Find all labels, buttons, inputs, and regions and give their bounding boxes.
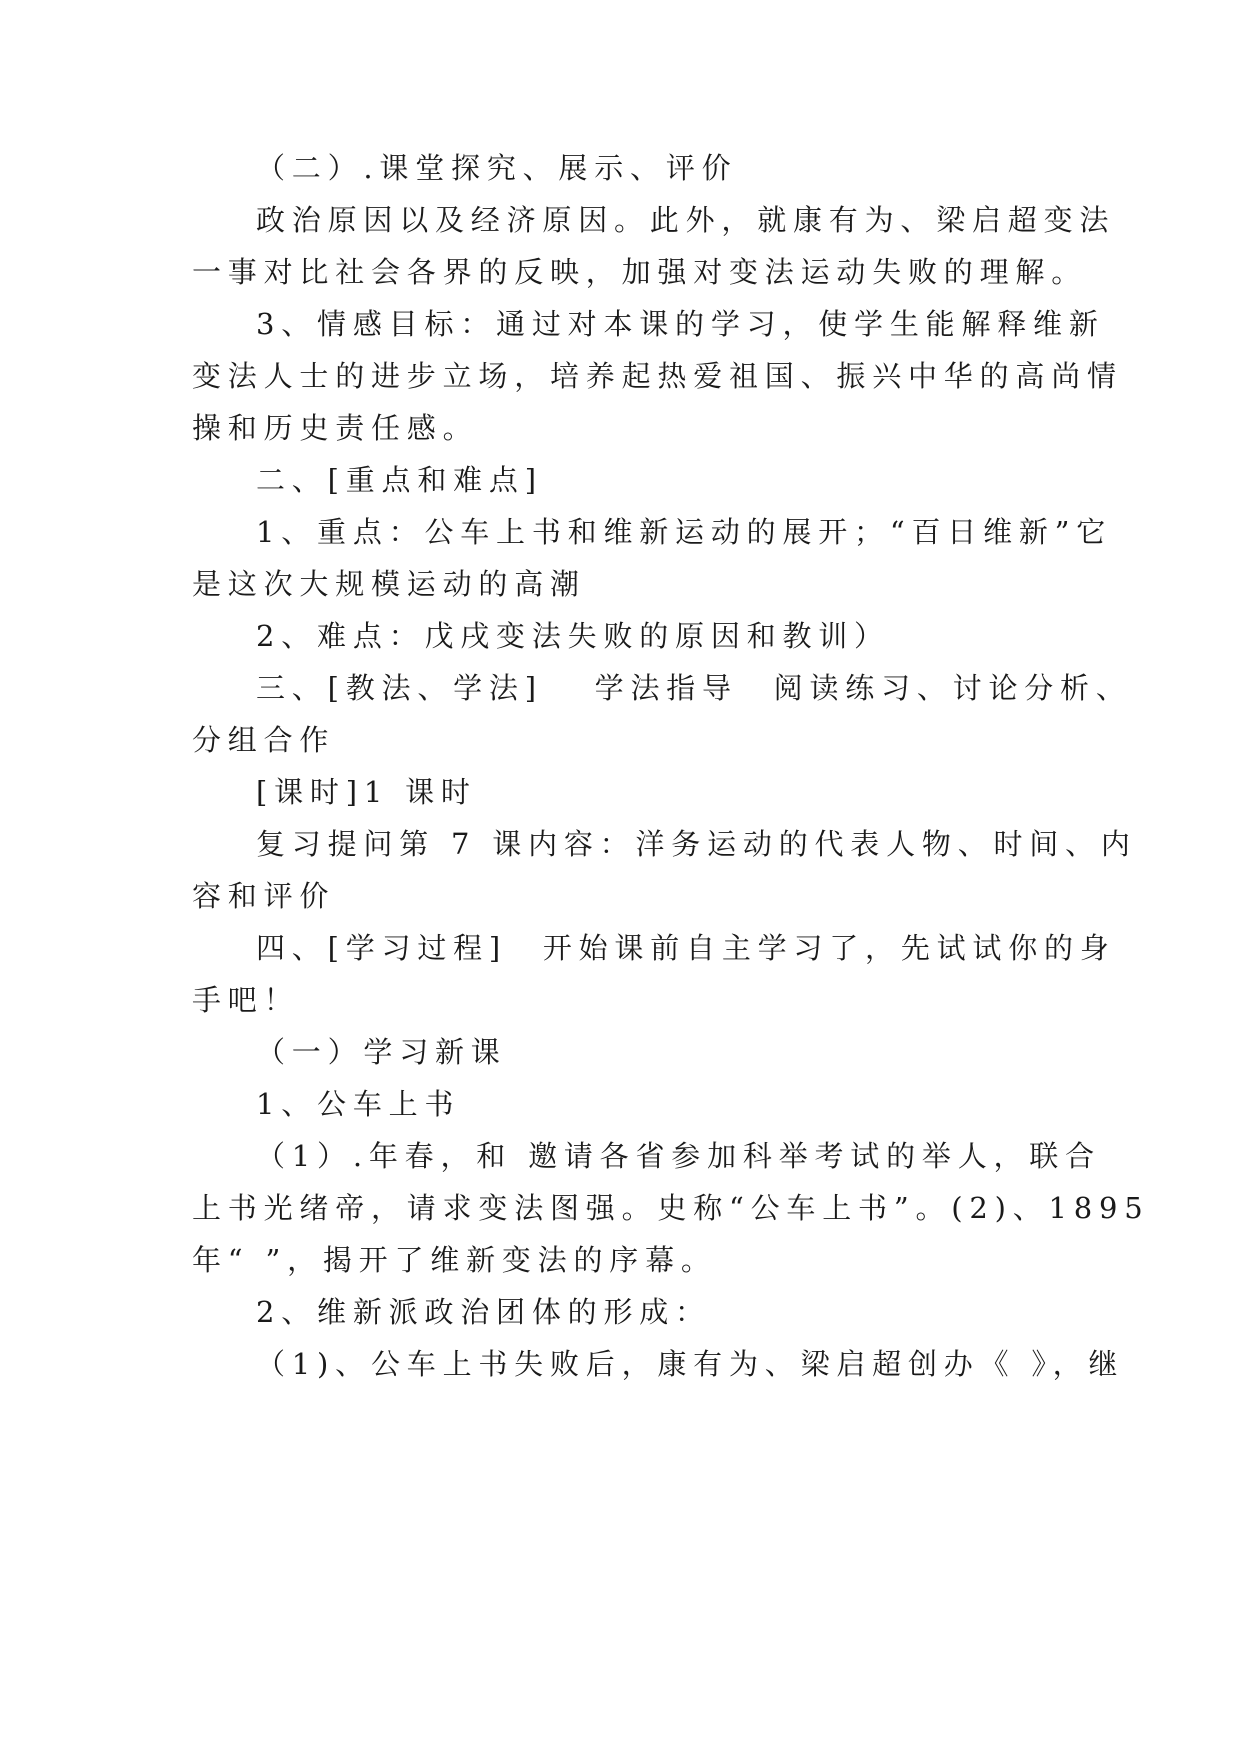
section-heading: 四、[学习过程] 开始课前自主学习了，先试试你的身 [256,931,1116,965]
section-heading: （一）学习新课 [256,1035,507,1069]
section-heading: 三、[教法、学法] 学法指导 阅读练习、讨论分析、 [256,671,1132,705]
paragraph-line: 政治原因以及经济原因。此外，就康有为、梁启超变法 [256,203,1116,237]
section-heading: 二、[重点和难点] [256,463,543,497]
paragraph-line: 操和历史责任感。 [192,411,479,445]
paragraph-line: 手吧！ [192,983,300,1017]
paragraph-line: [课时]1 课时 [256,775,477,809]
paragraph-line: 容和评价 [192,879,336,913]
paragraph-line: 上书光绪帝，请求变法图强。史称“公车上书”。(2)、1895 [192,1191,1150,1225]
paragraph-line: 1、重点：公车上书和维新运动的展开；“百日维新”它 [256,515,1113,549]
paragraph-line: 年“ ”，揭开了维新变法的序幕。 [192,1243,717,1277]
section-heading: （二）.课堂探究、展示、评价 [256,151,738,185]
paragraph-line: 2、难点：戊戌变法失败的原因和教训） [256,619,890,653]
section-heading: 2、维新派政治团体的形成： [256,1295,711,1329]
paragraph-line: （1）.年春，和 邀请各省参加科举考试的举人，联合 [256,1139,1101,1173]
paragraph-line: 复习提问第 7 课内容：洋务运动的代表人物、时间、内 [256,827,1137,861]
paragraph-line: 是这次大规模运动的高潮 [192,567,586,601]
paragraph-line: 变法人士的进步立场，培养起热爱祖国、振兴中华的高尚情 [192,359,1123,393]
paragraph-line: （1)、公车上书失败后，康有为、梁启超创办《 》，继 [256,1347,1125,1381]
paragraph-line: 3、情感目标：通过对本课的学习，使学生能解释维新 [256,307,1105,341]
paragraph-line: 分组合作 [192,723,336,757]
section-heading: 1、公车上书 [256,1087,461,1121]
paragraph-line: 一事对比社会各界的反映，加强对变法运动失败的理解。 [192,255,1088,289]
